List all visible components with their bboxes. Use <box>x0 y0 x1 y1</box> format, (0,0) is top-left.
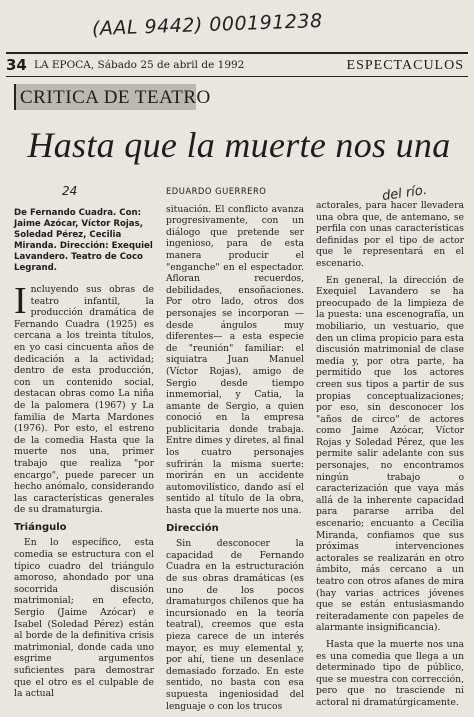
headline: Hasta que la muerte nos una <box>27 125 451 165</box>
page-number: 34 <box>6 56 27 74</box>
paragraph-text: ncluyendo sus obras de teatro infantil, la producción dramática de Fernando Cuadra (1925) es cercana a los treinta títulos, en yo casi cincuenta años de dedicación a la actividad; dentro de esta producción, con un contenido social, destacan obras como La niña de la palomera (1967) y La familia de Marta Mardones (1976). Por esto, el estreno de la comedia Hasta que la muerte nos una, primer trabajo que realiza "por encargo", puede parecer un hecho anómalo, considerando las características generales de su dramaturgia. <box>14 284 154 516</box>
article-column-1 <box>14 186 154 705</box>
paragraph <box>14 280 154 516</box>
handwritten-mark: 24 <box>62 184 78 198</box>
rubric-label: CRITICA DE TEATRO <box>20 87 211 108</box>
section-title: ESPECTACULOS <box>346 58 464 73</box>
subheading-triangulo: Triángulo <box>14 521 67 533</box>
handwritten-note: del río. <box>381 182 428 205</box>
paragraph: En general, la dirección de Exequiel Lavandero se ha preocupado de la limpieza de la puesta: una escenografía, un mobiliario, un vestuario, que den un clima propicio para esta discusión matrimonial de clase media y, por otra parte, ha permitido que los actores creen sus tipos a partir de sus propias conceptualizaciones; por eso, sin desconocer los "años de circo" de actores como Jaime Azócar, Víctor Rojas y Soledad Pérez, que les permite salir adelante con sus personajes, no encontramos ningún trabajo o caracterización que vaya más allá de la inherente capacidad para pararse arriba del escenario; encuanto a Cecilia Miranda, confiamos que sus próximas intervenciones actorales se realizarán en otro ámbito, más cercano a un teatro con otros afanes de mira (hay varias actrices jóvenes que se están entusiasmando reiteradamente con papeles de alarmante insignificancia). <box>316 274 464 634</box>
header-rule-top <box>6 52 468 54</box>
paragraph: Hasta que la muerte nos una es una comedia que llega a un determinado tipo de público, que se muestra con corrección, pero que no trasciende ni actoral ni dramatúrgicamente. <box>316 638 464 708</box>
subheading-direccion: Dirección <box>166 522 219 534</box>
article-column-3 <box>316 186 464 714</box>
production-credits: De Fernando Cuadra. Con: Jaime Azócar, Víctor Rojas, Soledad Pérez, Cecilia Miranda. Dirección: Exequiel Lavandero. Teatro de Coco Legrand. <box>14 208 153 273</box>
paragraph: situación. El conflicto avanza progresivamente, con un diálogo que pretende ser ingenioso, para de esta manera producir el "enganche" en el espectador. Afloran recuerdos, debilidades, ensoñaciones. Por otro lado, otros dos personajes se incorporan —desde ángulos muy diferentes— a esta especie de "reunión" familiar: el siquiatra Juan Manuel (Víctor Rojas), amigo de Sergio desde tiempo inmemorial, y Catia, la amante de Sergio, a quien conoció en la empresa publicitaria donde trabaja. Entre dimes y diretes, al final los cuatro personajes sufrirán la misma suerte: morirán en un accidente automovilístico, dando así el sentido al título de la obra, hasta que la muerte nos una. <box>166 203 304 517</box>
drop-cap: I <box>14 280 27 322</box>
paragraph: En lo específico, esta comedia se estructura con el típico cuadro del triángulo amoroso, ahondado por una socorrida discusión matrimonial; en efecto, Sergio (Jaime Azócar) e Isabel (Soledad Pérez) están al borde de la definitiva crisis matrimonial, donde cada uno esgrime argumentos suficientes para demostrar que el otro es el culpable de la actual <box>14 537 154 700</box>
header-rule-bottom <box>6 76 468 77</box>
handwritten-archive-code: (AAL 9442) 000191238 <box>91 9 323 41</box>
masthead: LA EPOCA, Sábado 25 de abril de 1992 <box>34 59 245 71</box>
paragraph: actorales, para hacer llevadera una obra que, de antemano, se perfila con unas características definidas por el tipo de actor que le representará en el escenario. <box>316 200 464 269</box>
author-byline: EDUARDO GUERRERO <box>166 186 267 196</box>
paragraph: Sin desconocer la capacidad de Fernando Cuadra en la estructuración de sus obras dramáticas (es uno de los pocos dramaturgos chilenos que ha incursionado en la teoría teatral), creemos que esta pieza carece de un interés mayor, es muy elemental y, por ahí, tiene un desenlace demasiado forzado. En este sentido, no basta con esa supuesta ingeniosidad del lenguaje o con los trucos <box>166 538 304 712</box>
article-column-2 <box>166 186 304 717</box>
